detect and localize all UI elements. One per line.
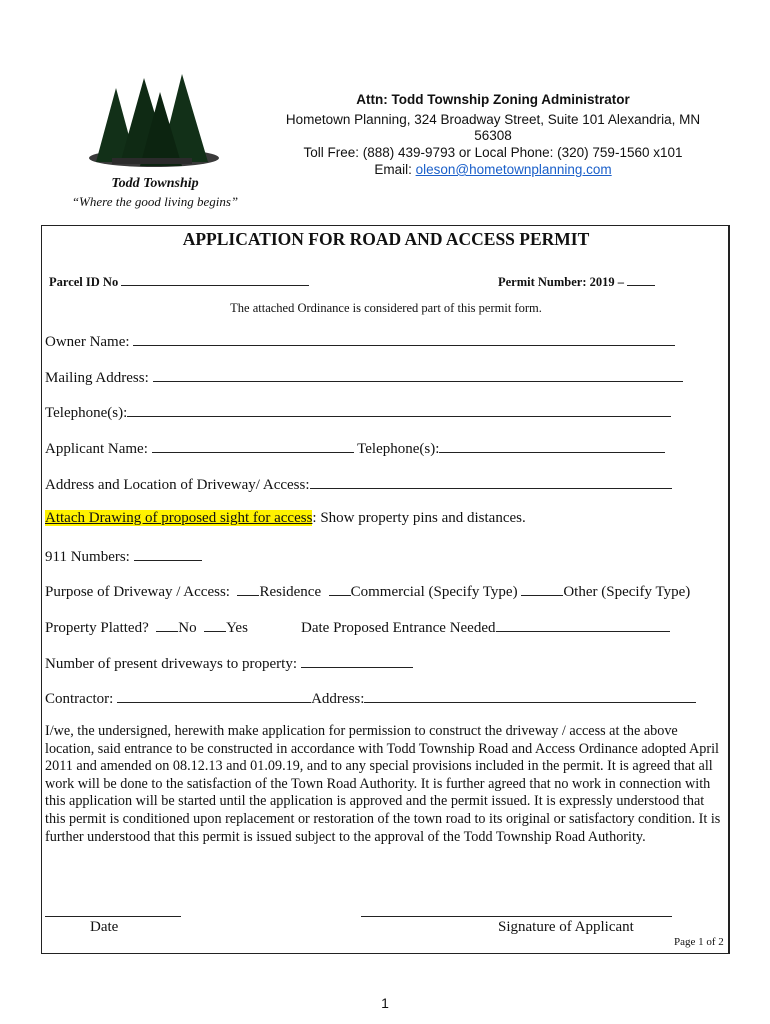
- owner-name-field[interactable]: [133, 331, 675, 346]
- present-driveways-row: [45, 653, 413, 673]
- permit-number-row: [498, 271, 655, 290]
- attn-line: Attn: Todd Township Zoning Administrator: [356, 92, 630, 107]
- platted-yes-label: Yes: [226, 620, 248, 636]
- date-label: Date: [90, 919, 119, 935]
- purpose-commercial-label: Commercial (Specify Type): [350, 584, 518, 600]
- applicant-telephone-field[interactable]: [439, 438, 665, 453]
- applicant-name-field[interactable]: [152, 438, 354, 453]
- phone-line: Toll Free: (888) 439-9793 or Local Phone: (320) 759-1560 x101: [303, 145, 683, 160]
- platted-yes-blank[interactable]: [204, 617, 226, 632]
- page-of-label: Page 1 of 2: [674, 936, 724, 948]
- platted-no-label: No: [178, 620, 197, 636]
- purpose-residence-blank[interactable]: [237, 581, 259, 596]
- applicant-row: [45, 438, 665, 458]
- purpose-other-blank[interactable]: [521, 581, 563, 596]
- owner-name-row: [45, 331, 675, 351]
- applicant-telephone-label: Telephone(s):: [357, 441, 440, 457]
- telephone-field[interactable]: [127, 402, 671, 417]
- date-entrance-field[interactable]: [496, 617, 670, 632]
- parcel-id-field[interactable]: [121, 271, 309, 286]
- mailing-address-label: Mailing Address:: [45, 370, 149, 386]
- platted-row: [45, 617, 248, 637]
- applicant-name-label: Applicant Name:: [45, 441, 148, 457]
- numbers-911-row: [45, 546, 202, 566]
- todd-township-logo: [74, 70, 224, 180]
- driveway-location-label: Address and Location of Driveway/ Access:: [45, 477, 310, 493]
- parcel-id-label: Parcel ID No: [49, 275, 119, 289]
- permit-number-field[interactable]: [627, 271, 655, 286]
- address-line-1: Hometown Planning, 324 Broadway Street, Suite 101 Alexandria, MN: [285, 112, 701, 127]
- contractor-row: [45, 688, 696, 708]
- numbers-911-label: 911 Numbers:: [45, 549, 130, 565]
- attach-drawing-note: : Show property pins and distances.: [312, 510, 526, 526]
- mailing-address-field[interactable]: [153, 367, 683, 382]
- attach-drawing-row: [45, 510, 526, 527]
- contractor-field[interactable]: [117, 688, 311, 703]
- telephone-row: [45, 402, 671, 422]
- telephone-label: Telephone(s):: [45, 405, 128, 421]
- platted-no-blank[interactable]: [156, 617, 178, 632]
- contractor-label: Contractor:: [45, 691, 114, 707]
- purpose-row: [45, 581, 690, 601]
- purpose-other-label: Other (Specify Type): [563, 584, 691, 600]
- email-line: [268, 162, 718, 177]
- parcel-id-row: [49, 271, 309, 290]
- date-entrance-row: [301, 617, 670, 637]
- numbers-911-field[interactable]: [134, 546, 202, 561]
- mailing-address-row: [45, 367, 683, 387]
- driveway-location-field[interactable]: [310, 474, 672, 489]
- email-link[interactable]: oleson@hometownplanning.com: [415, 162, 612, 177]
- present-driveways-label: Number of present driveways to property:: [45, 656, 298, 672]
- township-name: Todd Township: [111, 176, 199, 191]
- contractor-address-field[interactable]: [364, 688, 696, 703]
- platted-label: Property Platted?: [45, 620, 149, 636]
- date-entrance-label: Date Proposed Entrance Needed: [301, 620, 496, 636]
- email-label: Email:: [374, 162, 416, 177]
- owner-name-label: Owner Name:: [45, 334, 130, 350]
- purpose-label: Purpose of Driveway / Access:: [45, 584, 230, 600]
- agreement-paragraph: I/we, the undersigned, herewith make application for permission to construct the driveway / access at the above location, said entrance to be constructed in accordance with Todd Township Road and Access Ordinance adopted April 2011 and amended on 08.12.13 and 01.09.19, and to any special provisions included in the permit. It is agreed that all work will be done to the satisfaction of the Town Road Authority. It is further agreed that no work in connection with this application will be started until the application is approved and the permit issued. It is expressly understood that this permit is conditioned upon replacement or restoration of the town road to its original or satisfactory condition. It is further understood that this permit is issued subject to the approval of the Todd Township Road Authority.: [45, 723, 721, 845]
- signature-label: Signature of Applicant: [498, 919, 634, 935]
- purpose-commercial-blank[interactable]: [329, 581, 351, 596]
- contractor-address-label: Address:: [311, 691, 365, 707]
- applicant-signature-line[interactable]: [361, 916, 672, 917]
- ordinance-note: The attached Ordinance is considered part of this permit form.: [230, 301, 542, 315]
- purpose-residence-label: Residence: [259, 584, 322, 600]
- address-line-2: 56308: [474, 128, 512, 143]
- township-tagline: “Where the good living begins”: [71, 194, 239, 209]
- driveway-location-row: [45, 474, 672, 494]
- permit-number-label: Permit Number: 2019 –: [498, 275, 625, 289]
- attach-drawing-highlight: Attach Drawing of proposed sight for access: [45, 510, 313, 526]
- present-driveways-field[interactable]: [301, 653, 413, 668]
- date-signature-line[interactable]: [45, 916, 181, 917]
- page-number: 1: [381, 995, 389, 1011]
- form-title: APPLICATION FOR ROAD AND ACCESS PERMIT: [182, 229, 590, 249]
